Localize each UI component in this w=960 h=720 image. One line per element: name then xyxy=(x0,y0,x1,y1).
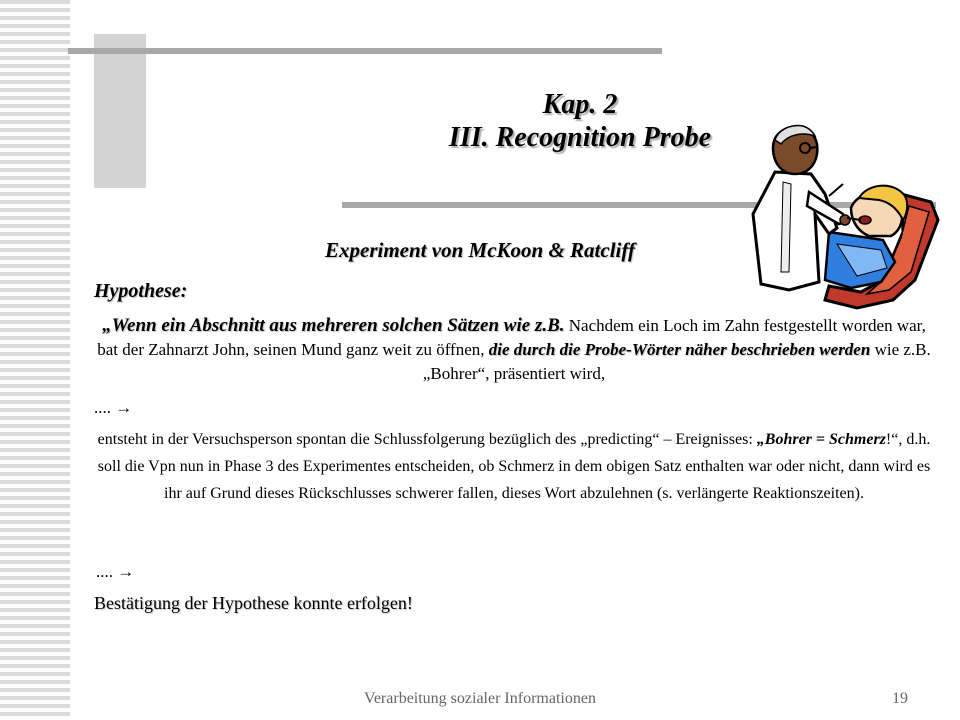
conclusion-text-part1: entsteht in der Versuchsperson spontan die Schlussfolgerung bezüglich des „predicting“ – Ereignisses: xyxy=(97,431,757,448)
title-accent-block xyxy=(94,34,146,188)
page-number: 19 xyxy=(892,690,908,707)
arrow-1: .... → xyxy=(94,398,133,417)
dentist-clipart xyxy=(733,122,943,310)
conclusion-paragraph xyxy=(96,426,932,507)
slide-title-line1: Kap. 2 xyxy=(542,89,618,120)
slide-title-line2: III. Recognition Probe xyxy=(448,122,712,153)
hypothesis-text-part2: wie z.B. „Bohrer“, präsentiert wird, xyxy=(422,340,931,383)
experiment-heading: Experiment von McKoon & Ratcliff xyxy=(325,238,635,262)
title-rule xyxy=(68,48,662,54)
conclusion-emphasis: „Bohrer = Schmerz xyxy=(756,431,886,448)
left-stripe-decoration xyxy=(0,0,70,720)
hypothesis-text-part1: Nachdem ein Loch im Zahn festgestellt worden war, bat der Zahnarzt John, seinen Mund ganz weit zu öffnen, xyxy=(97,316,926,359)
footer-text: Verarbeitung sozialer Informationen xyxy=(364,690,596,707)
arrow-2: .... → xyxy=(96,562,135,581)
hypothesis-quote-opening: „Wenn ein Abschnitt aus mehreren solchen Sätzen wie z.B. xyxy=(102,315,565,336)
confirmation-text: Bestätigung der Hypothese konnte erfolgen! xyxy=(94,593,413,613)
hypothesis-emphasis: die durch die Probe-Wörter näher beschrieben werden xyxy=(484,340,871,359)
conclusion-text-part2: !“, d.h. soll die Vpn nun in Phase 3 des Experimentes entscheiden, ob Schmerz in dem obigen Satz enthalten war oder nicht, dann wird es ihr auf Grund dieses Rückschlusses schwerer fallen, dieses Wort abzulehnen (s. verlängerte Reaktionszeiten). xyxy=(97,431,931,502)
hypothesis-paragraph xyxy=(96,314,932,386)
hypothesis-label: Hypothese: xyxy=(94,280,188,302)
